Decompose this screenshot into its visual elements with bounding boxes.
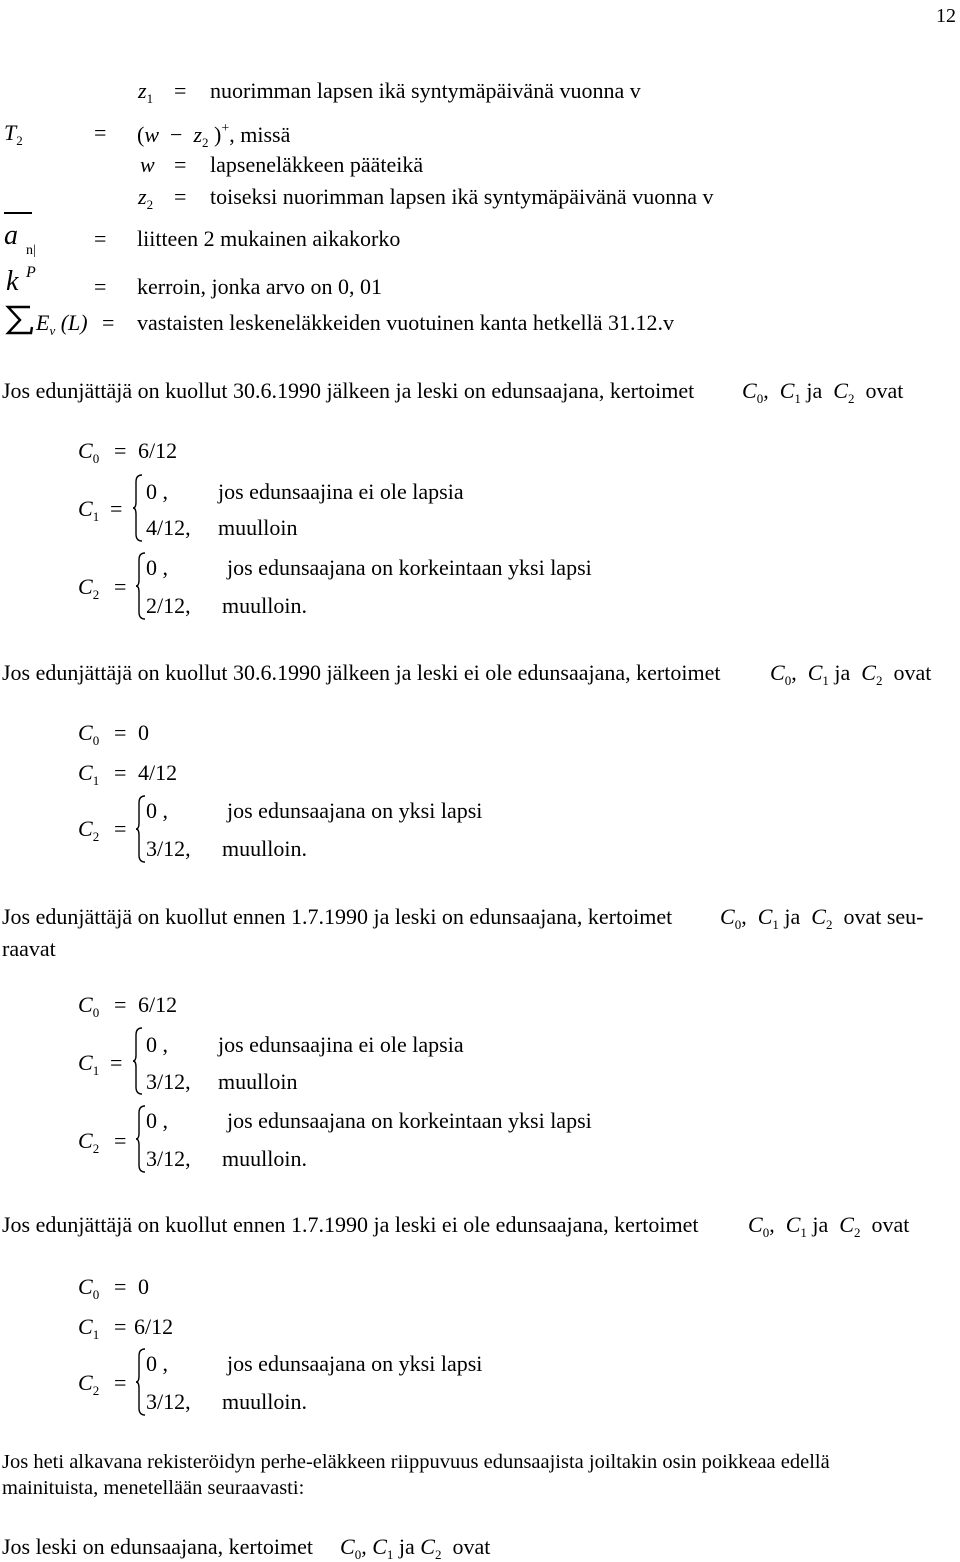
coef-list: $C_0$, $C_1$ ja $C_2$ ovat seu-	[720, 904, 924, 932]
c1-symbol: $C_1$	[78, 1050, 100, 1078]
case-condition: muulloin.	[222, 1389, 307, 1414]
closing-paragraph-line1: Jos heti alkavana rekisteröidyn perhe-eläkkeen riippuvuus edunsaajista joiltakin osin poikkeaa edellä	[2, 1451, 830, 1473]
subscript: v	[49, 323, 56, 338]
c0-value: 6/12	[138, 438, 178, 463]
left-brace-icon	[136, 1105, 146, 1173]
case-value: 2/12,	[146, 593, 191, 618]
case-value: 3/12,	[146, 1389, 191, 1414]
case-value: 3/12,	[146, 1069, 191, 1094]
symbol: a	[4, 220, 18, 251]
equals-sign: =	[174, 184, 187, 209]
def-w	[140, 154, 155, 176]
paren: (	[137, 122, 145, 147]
equals-sign: =	[114, 574, 127, 599]
def-text: nuorimman lapsen ikä syntymäpäivänä vuonna v	[210, 78, 641, 103]
c1-value: 6/12	[134, 1314, 174, 1339]
c0-value: 0	[138, 1274, 149, 1299]
equals-sign: =	[114, 1314, 127, 1339]
section-heading: Jos edunjättäjä on kuollut 30.6.1990 jälkeen ja leski ei ole edunsaajana, kertoimet	[2, 660, 721, 685]
superscript	[26, 265, 36, 281]
equals-sign: =	[94, 226, 107, 251]
def-text: liitteen 2 mukainen aikakorko	[137, 226, 401, 251]
c0-value: 0	[138, 720, 149, 745]
case-condition: muulloin.	[222, 836, 307, 861]
case-value: 0 ,	[146, 479, 168, 504]
symbol: k	[6, 266, 19, 297]
c0-symbol: $C_0$	[78, 1274, 100, 1302]
c0-value: 6/12	[138, 992, 178, 1017]
section-heading: Jos edunjättäjä on kuollut ennen 1.7.1990 ja leski on edunsaajana, kertoimet	[2, 904, 673, 929]
left-brace-icon	[133, 1027, 143, 1095]
case-value: 0 ,	[146, 555, 168, 580]
def-z2	[138, 186, 153, 211]
section-heading: Jos edunjättäjä on kuollut 30.6.1990 jälkeen ja leski on edunsaajana, kertoimet	[2, 378, 695, 403]
case-value: 3/12,	[146, 1146, 191, 1171]
case-condition: muulloin.	[222, 1146, 307, 1171]
closing-paragraph-line2: mainituista, menetellään seuraavasti:	[2, 1477, 305, 1499]
case-value: 4/12,	[146, 515, 191, 540]
equals-sign: =	[94, 120, 107, 145]
coef-list: $C_0$, $C_1$ ja $C_2$ ovat	[742, 378, 904, 406]
left-brace-icon	[133, 474, 143, 542]
symbol: z	[138, 78, 147, 103]
sigma-icon	[4, 303, 34, 337]
case-condition: jos edunsaajana on yksi lapsi	[227, 798, 483, 823]
c0-symbol: $C_0$	[78, 992, 100, 1020]
case-condition: muulloin	[218, 1069, 298, 1094]
def-z1	[138, 80, 153, 105]
subscript: n|	[26, 243, 36, 258]
symbol: z	[193, 122, 202, 147]
symbol: z	[138, 184, 147, 209]
text: , missä	[229, 122, 291, 147]
equals-sign: =	[114, 1128, 127, 1153]
c2-symbol: $C_2$	[78, 1128, 100, 1156]
c2-symbol: $C_2$	[78, 574, 100, 602]
equals-sign: =	[102, 310, 115, 335]
case-condition: jos edunsaajina ei ole lapsia	[218, 1032, 464, 1057]
argument: (L)	[60, 310, 88, 335]
c1-value: 4/12	[138, 760, 178, 785]
equals-sign: =	[114, 1370, 127, 1395]
def-kp	[6, 268, 18, 296]
equals-sign: =	[114, 992, 127, 1017]
equals-sign: =	[114, 720, 127, 745]
case-value: 0 ,	[146, 1032, 168, 1057]
coef-list: $C_0$, $C_1$ ja $C_2$ ovat	[770, 660, 932, 688]
symbol: T	[4, 120, 17, 145]
c2-symbol: $C_2$	[78, 1370, 100, 1398]
case-value: 3/12,	[146, 836, 191, 861]
symbol: E	[36, 310, 50, 335]
c1-symbol: $C_1$	[78, 760, 100, 788]
case-value: 0 ,	[146, 1108, 168, 1133]
equals-sign: =	[110, 1050, 123, 1075]
last-line: Jos leski on edunsaajana, kertoimet	[2, 1534, 313, 1559]
section-heading: Jos edunjättäjä on kuollut ennen 1.7.1990 ja leski ei ole edunsaajana, kertoimet	[2, 1212, 699, 1237]
section-heading-cont: raavat	[2, 936, 56, 961]
coef-list: $C_0$, $C_1$ ja $C_2$ ovat	[340, 1534, 491, 1562]
c1-symbol: $C_1$	[78, 1314, 100, 1342]
page-number: 12	[936, 5, 956, 27]
case-value: 0 ,	[146, 1351, 168, 1376]
left-brace-icon	[136, 552, 146, 620]
equals-sign: =	[114, 438, 127, 463]
equals-sign: =	[94, 274, 107, 299]
def-t2	[4, 122, 23, 147]
def-text: vastaisten leskeneläkkeiden vuotuinen kanta hetkellä 31.12.v	[137, 310, 675, 335]
case-value: 0 ,	[146, 798, 168, 823]
left-brace-icon	[136, 795, 146, 863]
subscript: 2	[202, 135, 209, 150]
symbol: P	[26, 264, 36, 281]
case-condition: muulloin.	[222, 593, 307, 618]
overbar	[4, 212, 32, 214]
def-text: lapseneläkkeen pääteikä	[210, 152, 424, 177]
case-condition: jos edunsaajana on yksi lapsi	[227, 1351, 483, 1376]
equals-sign: =	[114, 760, 127, 785]
left-brace-icon	[136, 1348, 146, 1416]
subscript: 2	[16, 133, 23, 148]
equals-sign: =	[114, 1274, 127, 1299]
c1-symbol: $C_1$	[78, 496, 100, 524]
case-condition: muulloin	[218, 515, 298, 540]
def-annuity	[4, 222, 18, 250]
def-text: kerroin, jonka arvo on 0, 01	[137, 274, 382, 299]
equals-sign: =	[114, 816, 127, 841]
paren: )	[214, 122, 222, 147]
case-condition: jos edunsaajana on korkeintaan yksi lapsi	[227, 1108, 592, 1133]
case-condition: jos edunsaajina ei ole lapsia	[218, 479, 464, 504]
equals-sign: =	[110, 496, 123, 521]
c0-symbol: $C_0$	[78, 720, 100, 748]
equals-sign: =	[174, 152, 187, 177]
c2-symbol: $C_2$	[78, 816, 100, 844]
subscript: 2	[146, 197, 154, 212]
subscript: 1	[146, 91, 154, 106]
coef-list: $C_0$, $C_1$ ja $C_2$ ovat	[748, 1212, 910, 1240]
def-text: toiseksi nuorimman lapsen ikä syntymäpäivänä vuonna v	[210, 184, 714, 209]
def-text: ($w - z_2$ )+, missä	[137, 121, 291, 150]
c0-symbol: $C_0$	[78, 438, 100, 466]
def-ev	[36, 312, 88, 337]
case-condition: jos edunsaajana on korkeintaan yksi lapsi	[227, 555, 592, 580]
symbol: w	[144, 122, 160, 147]
equals-sign: =	[174, 78, 187, 103]
symbol: w	[140, 152, 155, 177]
superscript: +	[221, 121, 230, 136]
